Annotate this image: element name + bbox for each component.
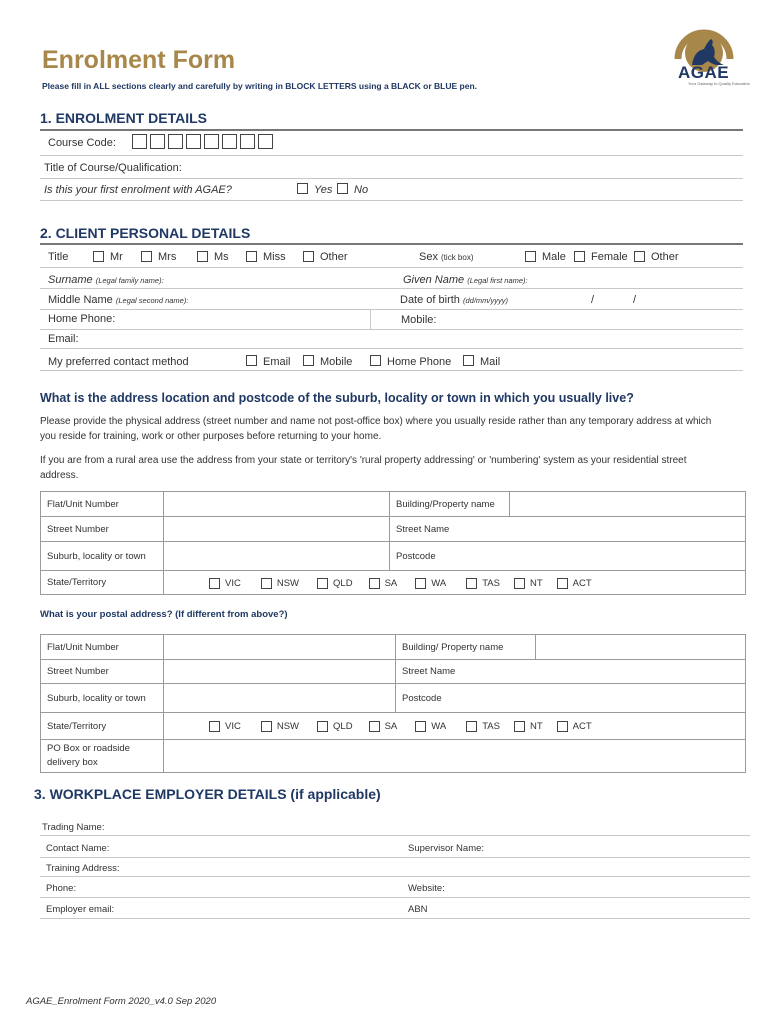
- suburb-label: Suburb, locality or town: [41, 542, 164, 571]
- instructions: Please fill in ALL sections clearly and carefully by writing in BLOCK LETTERS using a BLACK or BLUE pen.: [42, 81, 477, 91]
- postal-state-nsw-checkbox[interactable]: [261, 721, 272, 732]
- title-mrs-label: Mrs: [158, 251, 177, 263]
- sex-text: Sex: [419, 251, 438, 263]
- section2-rule: [40, 243, 743, 245]
- yes-checkbox[interactable]: [297, 183, 308, 194]
- postal-street-number-input[interactable]: [164, 660, 396, 684]
- row-divider: [40, 329, 743, 330]
- state-tas-checkbox[interactable]: [466, 578, 477, 589]
- postcode-label[interactable]: Postcode: [390, 542, 746, 571]
- postal-state-tas-label: TAS: [482, 721, 500, 732]
- postal-state-nt-label: NT: [529, 721, 543, 732]
- section1-rule: [40, 129, 743, 131]
- section2-heading: 2. CLIENT PERSONAL DETAILS: [40, 225, 251, 241]
- training-address-label: Training Address:: [46, 863, 120, 874]
- row-divider: [40, 857, 750, 858]
- course-code-boxes: [132, 134, 273, 149]
- dob-note: (dd/mm/yyyy): [462, 296, 508, 305]
- postal-street-name-label[interactable]: Street Name: [396, 660, 746, 684]
- abn-label: ABN: [408, 904, 428, 915]
- postal-suburb-label: Suburb, locality or town: [41, 684, 164, 713]
- state-wa-label: WA: [431, 578, 447, 589]
- no-label: No: [354, 184, 369, 196]
- postal-state-vic-label: VIC: [225, 721, 241, 732]
- address-question: What is the address location and postcode of the suburb, locality or town in which you usually live?: [40, 391, 634, 405]
- postal-question: What is your postal address? (If different from above?): [40, 609, 288, 620]
- row-divider: [40, 348, 743, 349]
- address-instructions: Please provide the physical address (street number and name not post-office box) where you usually reside rather than any temporary address at which you reside for training, work or other purposes before returning to your home.: [40, 416, 712, 442]
- po-box-line2: delivery box: [47, 757, 98, 768]
- street-number-label: Street Number: [41, 517, 164, 542]
- postal-address-table: [40, 634, 746, 773]
- course-code-box[interactable]: [258, 134, 273, 149]
- employer-email-label: Employer email:: [46, 904, 115, 915]
- flat-label: Flat/Unit Number: [41, 492, 164, 517]
- row-divider: [40, 835, 750, 836]
- state-nt-checkbox[interactable]: [514, 578, 525, 589]
- middle-name-text: Middle Name: [48, 294, 113, 306]
- title-miss-checkbox[interactable]: [246, 251, 257, 262]
- state-qld-checkbox[interactable]: [317, 578, 328, 589]
- course-code-box[interactable]: [132, 134, 147, 149]
- state-wa-checkbox[interactable]: [415, 578, 426, 589]
- contact-email-checkbox[interactable]: [246, 355, 257, 366]
- state-nsw-label: NSW: [276, 578, 300, 589]
- phone-label: Phone:: [46, 883, 77, 894]
- course-code-box[interactable]: [186, 134, 201, 149]
- course-code-box[interactable]: [240, 134, 255, 149]
- street-number-input[interactable]: [164, 517, 390, 542]
- postal-flat-input[interactable]: [164, 635, 396, 660]
- postal-state-checkboxes: [209, 721, 592, 732]
- course-code-box[interactable]: [150, 134, 165, 149]
- postal-state-vic-checkbox[interactable]: [209, 721, 220, 732]
- course-title-label: Title of Course/Qualification:: [44, 162, 182, 174]
- state-nt-label: NT: [529, 578, 543, 589]
- po-box-input[interactable]: [164, 740, 746, 773]
- sex-female-checkbox[interactable]: [574, 251, 585, 262]
- contact-mail-label: Mail: [480, 356, 501, 368]
- sex-male-checkbox[interactable]: [525, 251, 536, 262]
- state-act-label: ACT: [572, 578, 592, 589]
- dob-text: Date of birth: [400, 294, 460, 306]
- state-vic-label: VIC: [225, 578, 241, 589]
- middle-name-label: [48, 294, 188, 306]
- state-sa-checkbox[interactable]: [369, 578, 380, 589]
- row-divider: [40, 288, 743, 289]
- title-other-checkbox[interactable]: [303, 251, 314, 262]
- rural-instructions: If you are from a rural area use the address from your state or territory's 'rural property addressing' or 'numbering' system as your residential street address.: [40, 455, 687, 481]
- yes-label: Yes: [314, 184, 333, 196]
- postal-state-wa-label: WA: [431, 721, 447, 732]
- sex-other-label: Other: [651, 251, 679, 263]
- building-input[interactable]: [510, 492, 746, 517]
- no-checkbox[interactable]: [337, 183, 348, 194]
- state-label: State/Territory: [41, 571, 164, 595]
- contact-mobile-label: Mobile: [320, 356, 353, 368]
- postal-street-number-label: Street Number: [41, 660, 164, 684]
- postal-state-act-checkbox[interactable]: [557, 721, 568, 732]
- given-name-note: (Legal first name):: [467, 276, 528, 285]
- title-other-label: Other: [320, 251, 348, 263]
- building-label: Building/Property name: [390, 492, 510, 517]
- contact-name-label: Contact Name:: [46, 843, 110, 854]
- middle-name-note: (Legal second name):: [115, 296, 189, 305]
- title-miss-label: Miss: [263, 251, 286, 263]
- postal-state-wa-checkbox[interactable]: [415, 721, 426, 732]
- contact-mail-checkbox[interactable]: [463, 355, 474, 366]
- row-divider: [40, 155, 743, 156]
- section1-heading: 1. ENROLMENT DETAILS: [40, 110, 207, 126]
- given-name-label: [403, 274, 528, 286]
- logo-text: AGAE: [678, 63, 730, 82]
- footer-version: AGAE_Enrolment Form 2020_v4.0 Sep 2020: [26, 996, 217, 1007]
- postal-suburb-input[interactable]: [164, 684, 396, 713]
- row-divider: [40, 267, 743, 268]
- state-qld-label: QLD: [333, 578, 353, 589]
- course-code-box[interactable]: [222, 134, 237, 149]
- residential-state-checkboxes: [209, 578, 592, 589]
- sex-other-checkbox[interactable]: [634, 251, 645, 262]
- dob-label: [400, 294, 508, 306]
- postal-building-label: Building/ Property name: [396, 635, 536, 660]
- contact-method-label: My preferred contact method: [48, 356, 189, 368]
- postal-state-tas-checkbox[interactable]: [466, 721, 477, 732]
- given-name-text: Given Name: [403, 274, 465, 286]
- first-enrolment-label: Is this your first enrolment with AGAE?: [44, 184, 232, 196]
- sex-note: (tick box): [441, 253, 474, 262]
- title-mr-checkbox[interactable]: [93, 251, 104, 262]
- postal-state-act-label: ACT: [572, 721, 592, 732]
- postal-flat-label: Flat/Unit Number: [41, 635, 164, 660]
- row-divider: [40, 897, 750, 898]
- page-title: Enrolment Form: [42, 46, 236, 74]
- dob-slash: /: [591, 294, 595, 306]
- surname-text: Surname: [48, 274, 93, 286]
- row-divider: [40, 370, 743, 371]
- row-divider: [40, 178, 743, 179]
- supervisor-name-label: Supervisor Name:: [408, 843, 485, 854]
- row-divider: [40, 309, 743, 310]
- row-divider: [40, 200, 743, 201]
- postal-state-nt-checkbox[interactable]: [514, 721, 525, 732]
- section3-heading: 3. WORKPLACE EMPLOYER DETAILS (if applicable): [34, 786, 381, 802]
- logo-tagline: Your Gateway to Quality Education: [688, 81, 750, 86]
- title-label: Title: [48, 251, 69, 263]
- state-sa-label: SA: [384, 578, 398, 589]
- contact-mobile-checkbox[interactable]: [303, 355, 314, 366]
- postal-state-nsw-label: NSW: [276, 721, 300, 732]
- postal-state-qld-checkbox[interactable]: [317, 721, 328, 732]
- flat-input[interactable]: [164, 492, 390, 517]
- contact-homephone-checkbox[interactable]: [370, 355, 381, 366]
- title-mrs-checkbox[interactable]: [141, 251, 152, 262]
- title-ms-checkbox[interactable]: [197, 251, 208, 262]
- mobile-label: Mobile:: [401, 314, 437, 326]
- website-label: Website:: [408, 883, 445, 894]
- postal-state-sa-label: SA: [384, 721, 398, 732]
- course-code-label: Course Code:: [48, 137, 116, 149]
- dob-slash: /: [633, 294, 637, 306]
- title-mr-label: Mr: [110, 251, 123, 263]
- postal-building-input[interactable]: [536, 635, 746, 660]
- postal-state-label: State/Territory: [41, 713, 164, 740]
- state-act-checkbox[interactable]: [557, 578, 568, 589]
- title-ms-label: Ms: [214, 251, 229, 263]
- surname-label: [48, 274, 164, 286]
- surname-note: (Legal family name):: [95, 276, 164, 285]
- column-divider: [370, 309, 371, 329]
- state-vic-checkbox[interactable]: [209, 578, 220, 589]
- course-code-box[interactable]: [168, 134, 183, 149]
- postal-state-qld-label: QLD: [333, 721, 353, 732]
- course-code-box[interactable]: [204, 134, 219, 149]
- contact-homephone-label: Home Phone: [387, 356, 452, 368]
- state-tas-label: TAS: [482, 578, 500, 589]
- sex-female-label: Female: [591, 251, 628, 263]
- email-label: Email:: [48, 333, 79, 345]
- postal-postcode-label[interactable]: Postcode: [396, 684, 746, 713]
- sex-male-label: Male: [542, 251, 566, 263]
- postal-state-sa-checkbox[interactable]: [369, 721, 380, 732]
- state-nsw-checkbox[interactable]: [261, 578, 272, 589]
- sex-label: [419, 251, 473, 263]
- home-phone-label: Home Phone:: [48, 313, 116, 325]
- suburb-input[interactable]: [164, 542, 390, 571]
- row-divider: [40, 918, 750, 919]
- po-box-label: [41, 740, 164, 773]
- contact-email-label: Email: [263, 356, 291, 368]
- trading-name-label: Trading Name:: [42, 822, 105, 833]
- street-name-label[interactable]: Street Name: [390, 517, 746, 542]
- po-box-line1: PO Box or roadside: [47, 743, 130, 754]
- row-divider: [40, 876, 750, 877]
